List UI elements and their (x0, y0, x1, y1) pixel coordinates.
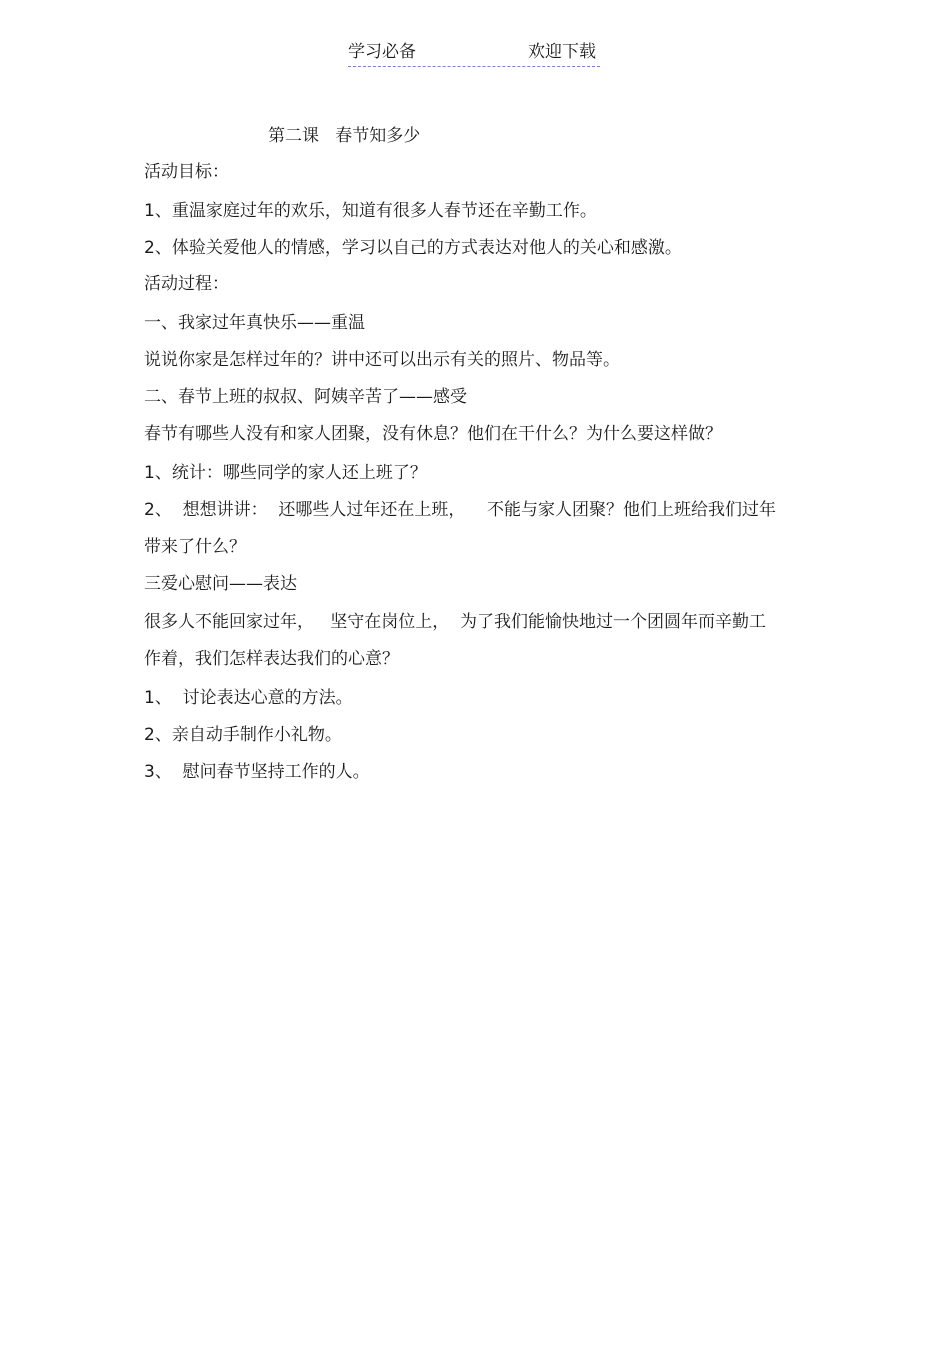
header-left-text: 学习必备 (348, 42, 416, 62)
step-2-item-2-cont: 带来了什么？ (144, 537, 246, 557)
step-2-question: 春节有哪些人没有和家人团聚，没有休息？他们在干什么？为什么要这样做？ (144, 424, 722, 444)
step-3-text-cont: 作着，我们怎样表达我们的心意？ (144, 649, 399, 669)
goal-item-1: 1、重温家庭过年的欢乐，知道有很多人春节还在辛勤工作。 (144, 201, 597, 221)
lesson-title: 第二课 春节知多少 (268, 126, 421, 146)
step-3-text: 很多人不能回家过年， 坚守在岗位上， 为了我们能愉快地过一个团圆年而辛勤工 (144, 612, 767, 632)
header-right-text: 欢迎下载 (528, 42, 596, 62)
section-heading-goals: 活动目标： (144, 162, 229, 182)
section-heading-process: 活动过程： (144, 274, 229, 294)
step-2-item-1: 1、统计：哪些同学的家人还上班了？ (144, 463, 427, 483)
step-3-item-1: 1、 讨论表达心意的方法。 (144, 688, 353, 708)
page-header (348, 40, 600, 67)
goal-item-2: 2、体验关爱他人的情感，学习以自己的方式表达对他人的关心和感激。 (144, 238, 682, 258)
step-heading-1: 一、我家过年真快乐——重温 (144, 313, 365, 333)
step-3-item-2: 2、亲自动手制作小礼物。 (144, 725, 342, 745)
step-1-text: 说说你家是怎样过年的？讲中还可以出示有关的照片、物品等。 (144, 350, 620, 370)
step-2-item-2: 2、 想想讲讲： 还哪些人过年还在上班， 不能与家人团聚？他们上班给我们过年 (144, 500, 777, 520)
step-heading-2: 二、春节上班的叔叔、阿姨辛苦了——感受 (144, 387, 467, 407)
step-3-item-3: 3、 慰问春节坚持工作的人。 (144, 762, 370, 782)
step-heading-3: 三爱心慰问——表达 (144, 574, 297, 594)
